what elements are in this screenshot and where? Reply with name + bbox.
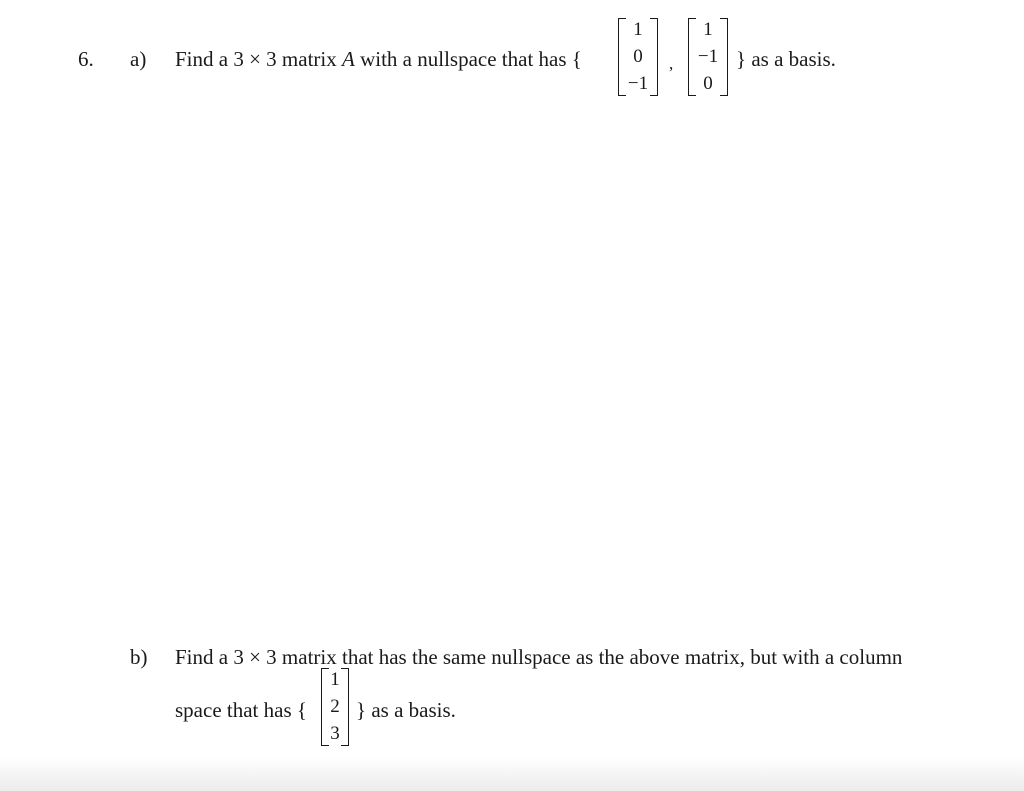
vector-1-entry-1: 1 bbox=[633, 19, 643, 40]
vector-2-entry-1: 1 bbox=[703, 19, 713, 40]
part-b-line-2-suffix: } as a basis. bbox=[356, 698, 456, 722]
vector-2-entry-3: 0 bbox=[703, 73, 713, 94]
column-space-basis-vector bbox=[321, 668, 349, 746]
problem-number: 6. bbox=[78, 47, 94, 71]
vector-1-entry-2: 0 bbox=[633, 46, 643, 67]
vector-2-entry-2: −1 bbox=[697, 46, 719, 67]
vector-separator: , bbox=[669, 54, 674, 73]
nullspace-basis-vector-2 bbox=[688, 18, 728, 96]
column-vector-entry-1: 1 bbox=[330, 669, 340, 690]
part-b-line-2-prefix: space that has { bbox=[175, 698, 307, 722]
column-vector-entry-2: 2 bbox=[330, 696, 340, 717]
part-a-suffix: } as a basis. bbox=[736, 47, 836, 71]
part-b-label: b) bbox=[130, 645, 148, 669]
matrix-name: A bbox=[342, 47, 355, 71]
part-a-prefix: Find a 3 × 3 matrix A with a nullspace that has { bbox=[175, 47, 582, 71]
column-vector-entry-3: 3 bbox=[330, 723, 340, 744]
part-a-label: a) bbox=[130, 47, 147, 71]
vector-1-entry-3: −1 bbox=[627, 73, 649, 94]
page-bottom-shade bbox=[0, 757, 1024, 791]
nullspace-basis-vector-1 bbox=[618, 18, 658, 96]
part-b-line-1: Find a 3 × 3 matrix that has the same nullspace as the above matrix, but with a column bbox=[175, 645, 903, 669]
